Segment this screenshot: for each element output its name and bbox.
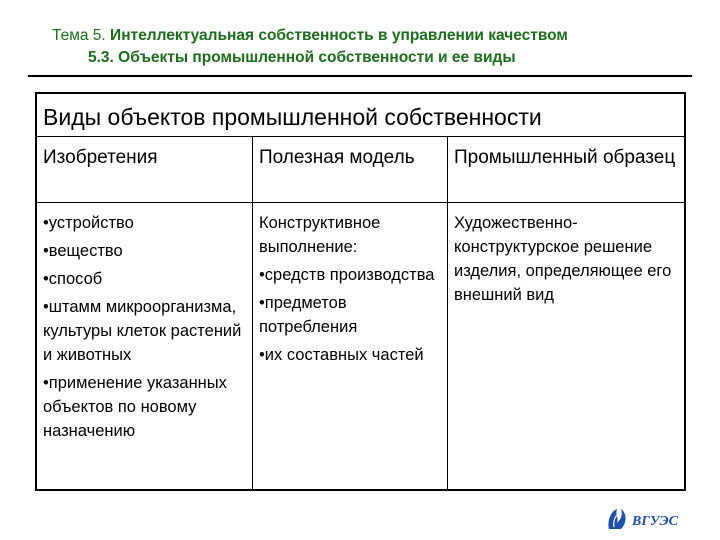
list-item: •предметов потребления [259,294,358,336]
title-prefix: Тема 5. [52,27,111,44]
slide-title [52,27,568,45]
column-header-industrial-design: Промышленный образец [448,137,684,203]
column-utility-model [253,137,448,489]
list-item: •способ [43,270,103,288]
column-header-inventions: Изобретения [37,137,252,203]
column-industrial-design [448,137,684,489]
table-title: Виды объектов промышленной собственности [37,94,684,137]
list-item: •штамм микроорганизма, культуры клеток растений и животных [43,298,242,364]
column-body-utility-model [253,203,447,367]
column-header-utility-model: Полезная модель [253,137,447,203]
list-item: •вещество [43,242,123,260]
list-item: •устройство [43,214,134,232]
list-item: •средств производства [259,266,435,284]
header-divider [28,75,692,77]
title-topic: Интеллектуальная собственность в управлении качеством [110,27,568,44]
list-item: •применение указанных объектов по новому назначению [43,374,227,440]
slide-subtitle: 5.3. Объекты промышленной собственности и ее виды [88,49,516,66]
column-body-industrial-design [448,203,684,307]
industrial-design-text: Художественно-конструктурское решение изделия, определяющее его внешний вид [454,214,672,304]
utility-model-intro: Конструктивное выполнение: [259,214,381,256]
university-logo-icon [605,505,685,533]
column-inventions [37,137,253,489]
list-item: •их составных частей [259,346,424,364]
logo-text: ВГУЭС [632,514,678,529]
column-body-inventions [37,203,252,443]
property-types-table [35,92,686,491]
